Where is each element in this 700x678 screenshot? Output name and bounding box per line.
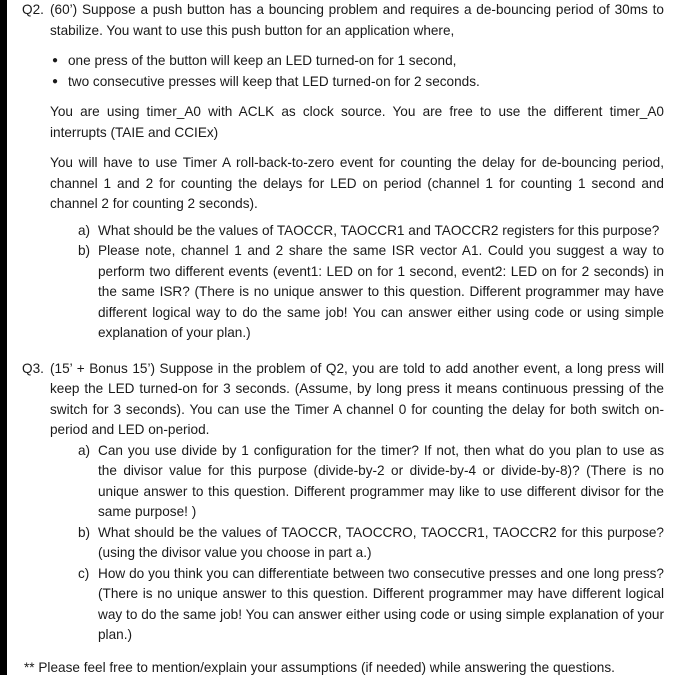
part-label: b) bbox=[78, 241, 98, 344]
question-2-heading bbox=[22, 0, 664, 41]
part-label: b) bbox=[78, 523, 98, 564]
document-content bbox=[22, 0, 664, 678]
part-text: Please note, channel 1 and 2 share the same ISR vector A1. Could you suggest a way to perform two different events (event1: LED on for 1 second, event2: LED on for 2 seconds) in the same ISR? (There is no unique answer to this question. Different programmer may have different logical way to do the same job! You can answer either using code or using simple explanation of your plan.) bbox=[98, 241, 664, 344]
question-2-parts bbox=[78, 221, 664, 344]
left-edge-bar bbox=[0, 0, 7, 675]
list-item bbox=[78, 441, 664, 523]
assumptions-note: ** Please feel free to mention/explain your assumptions (if needed) while answering the questions. bbox=[24, 658, 664, 678]
question-2-intro: (60’) Suppose a push button has a bouncing problem and requires a de-bouncing period of 30ms to stabilize. You want to use this push button for an application where, bbox=[50, 0, 664, 41]
part-text: What should be the values of TAOCCR, TAOCCRO, TAOCCR1, TAOCCR2 for this purpose? (using the divisor value you choose in part a.) bbox=[98, 523, 664, 564]
bullet-icon: ● bbox=[52, 51, 68, 72]
part-label: c) bbox=[78, 564, 98, 646]
question-3-parts bbox=[78, 441, 664, 646]
part-text: Can you use divide by 1 configuration for the timer? If not, then what do you plan to use as the divisor value for this purpose (divide-by-2 or divide-by-4 or divide-by-8)? (There is no unique answer to this question. Different programmer may like to use different divisor for the same purpose! ) bbox=[98, 441, 664, 523]
part-text: How do you think you can differentiate between two consecutive presses and one long press? (There is no unique answer to this question. Different programmer may have different logical way to do the same job! You can answer either using code or using simple explanation of your plan.) bbox=[98, 564, 664, 646]
list-item bbox=[78, 241, 664, 344]
list-item bbox=[78, 523, 664, 564]
part-text: What should be the values of TAOCCR, TAOCCR1 and TAOCCR2 registers for this purpose? bbox=[98, 221, 664, 242]
bullet-text: one press of the button will keep an LED turned-on for 1 second, bbox=[68, 51, 456, 72]
bullet-text: two consecutive presses will keep that LED turned-on for 2 seconds. bbox=[68, 72, 480, 93]
bullet-icon: ● bbox=[52, 72, 68, 93]
question-2-rollback-text: You will have to use Timer A roll-back-to-zero event for counting the delay for de-bouncing period, channel 1 and 2 for counting the delays for LED on period (channel 1 for counting 1 second and channel 2 for counting 2 seconds). bbox=[50, 153, 664, 215]
question-3-intro: (15’ + Bonus 15’) Suppose in the problem of Q2, you are told to add another event, a long press will keep the LED turned-on for 3 seconds. (Assume, by long press it means continuous pressing of the switch for 3 seconds). You can use the Timer A channel 0 for counting the delay for both switch on-period and LED on-period. bbox=[50, 359, 664, 441]
part-label: a) bbox=[78, 221, 98, 242]
list-item bbox=[78, 221, 664, 242]
question-2-bullets bbox=[52, 51, 664, 92]
question-3-heading bbox=[22, 359, 664, 441]
list-item bbox=[78, 564, 664, 646]
list-item bbox=[52, 51, 664, 72]
part-label: a) bbox=[78, 441, 98, 523]
list-item bbox=[52, 72, 664, 93]
question-3-number: Q3. bbox=[22, 359, 50, 441]
question-2-timer-text: You are using timer_A0 with ACLK as clock source. You are free to use the different timer_A0 interrupts (TAIE and CCIEx) bbox=[50, 102, 664, 143]
question-2-number: Q2. bbox=[22, 0, 50, 41]
